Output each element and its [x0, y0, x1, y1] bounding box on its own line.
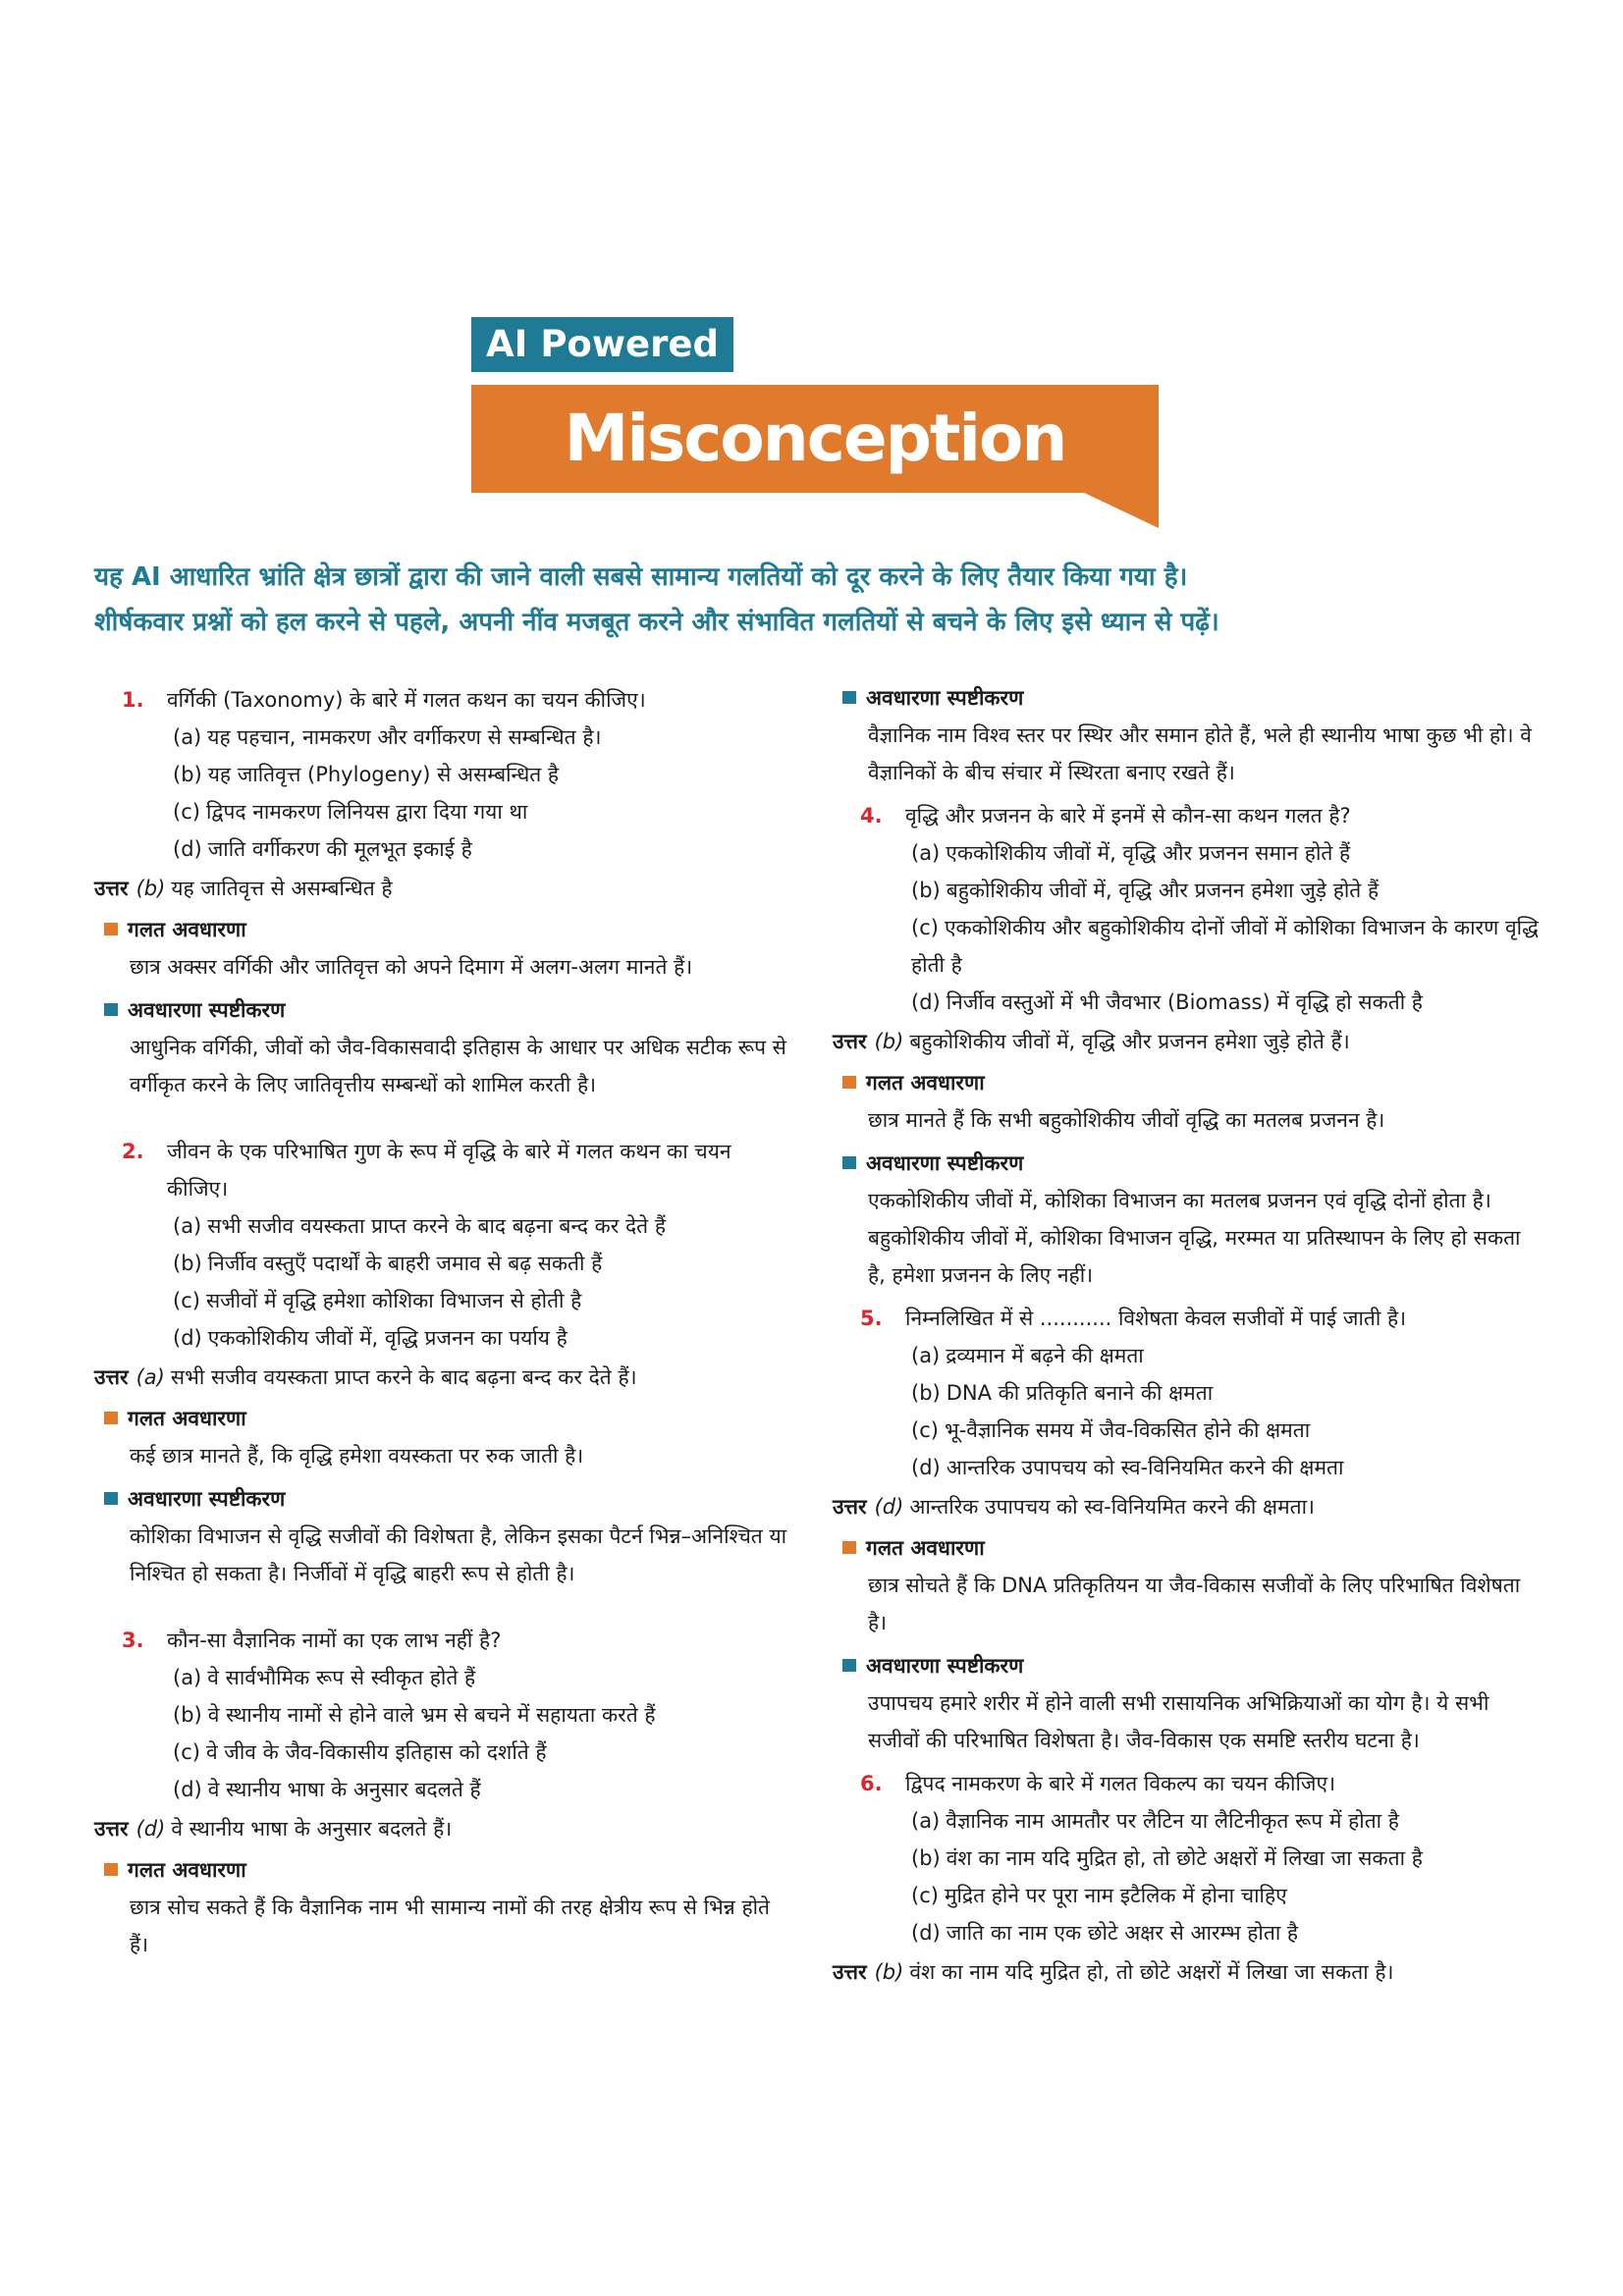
option-letter: (a) — [173, 725, 202, 749]
misconception-text: छात्र सोचते हैं कि DNA प्रतिकृतियन या जैव-विकास सजीवों के लिए परिभाषित विशेषता है। — [868, 1574, 1521, 1634]
heading-label: गलत अवधारणा — [866, 1536, 985, 1560]
title-banner — [471, 385, 1159, 584]
clarification-text: वैज्ञानिक नाम विश्व स्तर पर स्थिर और समान होते हैं, भले ही स्थानीय भाषा कुछ भी हो। वे वैज्ञानिकों के बीच संचार में स्थिरता बनाए रखते हैं। — [868, 723, 1532, 784]
bookmark-icon — [104, 1863, 118, 1876]
option-text: DNA की प्रतिकृति बनाने की क्षमता — [946, 1381, 1214, 1405]
question-2 — [94, 1133, 791, 1207]
left-column — [94, 675, 791, 1969]
option-text: द्रव्यमान में बढ़ने की क्षमता — [946, 1344, 1144, 1367]
option-letter: (d) — [911, 1456, 941, 1479]
option-text: भू-वैज्ञानिक समय में जैव-विकसित होने की क्षमता — [944, 1418, 1311, 1442]
answer-text: बहुकोशिकीय जीवों में, वृद्धि और प्रजनन हमेशा जुड़े होते हैं। — [909, 1030, 1350, 1053]
option-text: यह पहचान, नामकरण और वर्गीकरण से सम्बन्धित है। — [207, 725, 602, 749]
clarification-heading — [833, 1145, 1540, 1182]
answer-text: वे स्थानीय भाषा के अनुसार बदलते हैं। — [171, 1817, 453, 1841]
option-b — [833, 1374, 1540, 1412]
clarification-heading — [94, 991, 791, 1029]
answer-2 — [94, 1359, 791, 1396]
option-text: आन्तरिक उपापचय को स्व-विनियमित करने की क्षमता — [946, 1456, 1344, 1479]
answer-label: उत्तर — [94, 1365, 129, 1389]
question-text: जीवन के एक परिभाषित गुण के रूप में वृद्धि के बारे में गलत कथन का चयन कीजिए। — [167, 1140, 731, 1201]
heading-label: अवधारणा स्पष्टीकरण — [866, 1151, 1024, 1175]
option-a — [94, 1207, 791, 1245]
heading-label: अवधारणा स्पष्टीकरण — [128, 998, 286, 1022]
option-letter: (b) — [911, 1381, 941, 1405]
heading-label: गलत अवधारणा — [866, 1071, 985, 1095]
option-c — [833, 909, 1540, 984]
option-letter: (c) — [911, 1418, 939, 1442]
answer-label: उत्तर — [833, 1495, 867, 1519]
answer-1 — [94, 870, 791, 907]
question-3 — [94, 1622, 791, 1659]
heading-label: अवधारणा स्पष्टीकरण — [866, 686, 1024, 710]
misconception-heading — [94, 1400, 791, 1437]
misconception-heading — [94, 911, 791, 948]
bookmark-icon — [842, 1076, 856, 1089]
misconception-heading — [94, 1851, 791, 1889]
intro-text — [94, 555, 1547, 645]
option-text: वे सार्वभौमिक रूप से स्वीकृत होते हैं — [207, 1666, 476, 1689]
option-d — [94, 830, 791, 868]
clarification-text: आधुनिक वर्गिकी, जीवों को जैव-विकासवादी इतिहास के आधार पर अधिक सटीक रूप से वर्गीकृत करने के लिए जातिवृत्तीय सम्बन्धों को शामिल करती है। — [130, 1036, 786, 1096]
misconception-text: छात्र सोच सकते हैं कि वैज्ञानिक नाम भी सामान्य नामों की तरह क्षेत्रीय रूप से भिन्न होते हैं। — [130, 1896, 771, 1956]
question-6 — [833, 1765, 1540, 1802]
option-text: वे स्थानीय नामों से होने वाले भ्रम से बचने में सहायता करते हैं — [207, 1703, 656, 1727]
answer-text: वंश का नाम यदि मुद्रित हो, तो छोटे अक्षरों में लिखा जा सकता है। — [909, 1960, 1394, 1984]
banner-tail — [1080, 491, 1159, 528]
misconception-text: कई छात्र मानते हैं, कि वृद्धि हमेशा वयस्कता पर रुक जाती है। — [130, 1444, 584, 1468]
option-letter: (c) — [173, 1289, 200, 1312]
option-b — [94, 1696, 791, 1734]
option-b — [94, 1245, 791, 1282]
option-b — [94, 756, 791, 793]
option-letter: (d) — [911, 1921, 941, 1945]
question-number: 5. — [860, 1307, 883, 1330]
option-letter: (b) — [911, 1846, 941, 1870]
option-d — [94, 1319, 791, 1357]
answer-6 — [833, 1953, 1540, 1991]
option-letter: (d) — [173, 837, 202, 861]
bookmark-icon — [104, 1492, 118, 1505]
answer-label: उत्तर — [833, 1960, 867, 1984]
option-c — [94, 1282, 791, 1319]
bookmark-icon — [842, 691, 856, 704]
misconception-heading — [833, 1064, 1540, 1101]
heading-label: अवधारणा स्पष्टीकरण — [866, 1654, 1024, 1678]
option-a — [94, 1659, 791, 1696]
question-4 — [833, 797, 1540, 834]
option-text: वे जीव के जैव-विकासीय इतिहास को दर्शाते हैं — [205, 1740, 547, 1764]
option-letter: (b) — [173, 1703, 202, 1727]
option-text: सजीवों में वृद्धि हमेशा कोशिका विभाजन से होती है — [205, 1289, 582, 1312]
option-letter: (b) — [911, 879, 941, 902]
option-text: निर्जीव वस्तुओं में भी जैवभार (Biomass) में वृद्धि हो सकती है — [946, 990, 1423, 1014]
intro-line-2: शीर्षकवार प्रश्नों को हल करने से पहले, अपनी नींव मजबूत करने और संभावित गलतियों से बचने के लिए इसे ध्यान से पढ़ें। — [94, 608, 1219, 637]
question-text: वृद्धि और प्रजनन के बारे में इनमें से कौन-सा कथन गलत है? — [905, 804, 1351, 828]
question-5 — [833, 1300, 1540, 1337]
option-c — [833, 1877, 1540, 1914]
heading-label: अवधारणा स्पष्टीकरण — [128, 1487, 286, 1511]
option-letter: (d) — [173, 1778, 202, 1801]
option-letter: (a) — [173, 1214, 202, 1238]
answer-4 — [833, 1023, 1540, 1060]
option-text: एककोशिकीय जीवों में, वृद्धि और प्रजनन समान होते हैं — [946, 841, 1351, 865]
question-text: कौन-सा वैज्ञानिक नामों का एक लाभ नहीं है? — [167, 1629, 502, 1652]
option-c — [833, 1412, 1540, 1449]
answer-label: उत्तर — [94, 1817, 129, 1841]
misconception-heading — [833, 1529, 1540, 1567]
option-d — [833, 1914, 1540, 1951]
option-letter: (a) — [173, 1666, 202, 1689]
answer-5 — [833, 1488, 1540, 1525]
answer-letter: (a) — [135, 1365, 165, 1389]
option-c — [94, 793, 791, 830]
question-number: 4. — [860, 804, 883, 828]
option-b — [833, 872, 1540, 909]
option-letter: (b) — [173, 1252, 202, 1275]
answer-text: आन्तरिक उपापचय को स्व-विनियमित करने की क्षमता। — [909, 1495, 1316, 1519]
clarification-heading — [833, 679, 1540, 717]
clarification-text: कोशिका विभाजन से वृद्धि सजीवों की विशेषता है, लेकिन इसका पैटर्न भिन्न–अनिश्चित या निश्चित हो सकता है। निर्जीवों में वृद्धि बाहरी रूप से होती है। — [130, 1524, 787, 1585]
right-column — [833, 675, 1540, 1995]
bookmark-icon — [104, 923, 118, 935]
answer-letter: (b) — [135, 877, 166, 900]
option-letter: (a) — [911, 841, 941, 865]
question-1 — [94, 681, 791, 719]
misconception-text: छात्र मानते हैं कि सभी बहुकोशिकीय जीवों वृद्धि का मतलब प्रजनन है। — [868, 1108, 1385, 1132]
question-number: 1. — [122, 688, 144, 712]
option-letter: (d) — [173, 1326, 202, 1350]
option-text: निर्जीव वस्तुएँ पदार्थों के बाहरी जमाव से बढ़ सकती हैं — [207, 1252, 603, 1275]
option-d — [94, 1771, 791, 1808]
question-text: द्विपद नामकरण के बारे में गलत विकल्प का चयन कीजिए। — [905, 1772, 1336, 1795]
bookmark-icon — [104, 1412, 118, 1424]
option-a — [833, 1802, 1540, 1840]
heading-label: गलत अवधारणा — [128, 918, 246, 941]
clarification-heading — [833, 1647, 1540, 1684]
answer-label: उत्तर — [833, 1030, 867, 1053]
clarification-text: एककोशिकीय जीवों में, कोशिका विभाजन का मतलब प्रजनन एवं वृद्धि दोनों होता है। बहुकोशिकीय जीवों में, कोशिका विभाजन वृद्धि, मरम्मत या प्रतिस्थापन के लिए हो सकता है, हमेशा प्रजनन के लिए नहीं। — [868, 1189, 1521, 1287]
option-text: सभी सजीव वयस्कता प्राप्त करने के बाद बढ़ना बन्द कर देते हैं — [207, 1214, 666, 1238]
option-text: जाति वर्गीकरण की मूलभूत इकाई है — [207, 837, 472, 861]
option-d — [833, 1449, 1540, 1486]
page-title: Misconception Zone — [564, 400, 1066, 584]
bookmark-icon — [842, 1541, 856, 1554]
answer-label: उत्तर — [94, 877, 129, 900]
bookmark-icon — [842, 1156, 856, 1169]
option-letter: (c) — [173, 800, 200, 824]
option-letter: (c) — [173, 1740, 200, 1764]
option-text: यह जातिवृत्त (Phylogeny) से असम्बन्धित है — [207, 763, 560, 786]
option-text: वंश का नाम यदि मुद्रित हो, तो छोटे अक्षरों में लिखा जा सकता है — [946, 1846, 1423, 1870]
bookmark-icon — [104, 1003, 118, 1016]
answer-text: यह जातिवृत्त से असम्बन्धित है — [171, 877, 393, 900]
misconception-text: छात्र अक्सर वर्गिकी और जातिवृत्त को अपने दिमाग में अलग-अलग मानते हैं। — [130, 955, 693, 979]
option-text: द्विपद नामकरण लिनियस द्वारा दिया गया था — [205, 800, 528, 824]
question-text: निम्नलिखित में से ........... विशेषता केवल सजीवों में पाई जाती है। — [905, 1307, 1407, 1330]
option-letter: (b) — [173, 763, 202, 786]
option-letter: (d) — [911, 990, 941, 1014]
answer-text: सभी सजीव वयस्कता प्राप्त करने के बाद बढ़ना बन्द कर देते हैं। — [170, 1365, 637, 1389]
option-text: एककोशिकीय और बहुकोशिकीय दोनों जीवों में कोशिका विभाजन के कारण वृद्धि होती है — [911, 916, 1539, 977]
answer-3 — [94, 1810, 791, 1847]
intro-line-1: यह AI आधारित भ्रांति क्षेत्र छात्रों द्वारा की जाने वाली सबसे सामान्य गलतियों को दूर करने के लिए तैयार किया गया है। — [94, 562, 1188, 592]
option-a — [833, 1337, 1540, 1374]
option-letter: (c) — [911, 916, 939, 939]
option-text: वैज्ञानिक नाम आमतौर पर लैटिन या लैटिनीकृत रूप में होता है — [946, 1809, 1399, 1833]
option-a — [94, 719, 791, 756]
option-text: जाति का नाम एक छोटे अक्षर से आरम्भ होता है — [946, 1921, 1299, 1945]
option-text: मुद्रित होने पर पूरा नाम इटैलिक में होना चाहिए — [944, 1884, 1287, 1907]
question-number: 2. — [122, 1140, 144, 1163]
question-text: वर्गिकी (Taxonomy) के बारे में गलत कथन का चयन कीजिए। — [167, 688, 646, 712]
option-d — [833, 984, 1540, 1021]
option-letter: (a) — [911, 1344, 941, 1367]
bookmark-icon — [842, 1659, 856, 1672]
question-number: 3. — [122, 1629, 144, 1652]
heading-label: गलत अवधारणा — [128, 1858, 246, 1882]
option-letter: (a) — [911, 1809, 941, 1833]
option-a — [833, 834, 1540, 872]
option-text: बहुकोशिकीय जीवों में, वृद्धि और प्रजनन हमेशा जुड़े होते हैं — [946, 879, 1380, 902]
answer-letter: (b) — [874, 1960, 904, 1984]
answer-letter: (b) — [874, 1030, 904, 1053]
option-c — [94, 1734, 791, 1771]
heading-label: गलत अवधारणा — [128, 1407, 246, 1430]
answer-letter: (d) — [135, 1817, 166, 1841]
ai-powered-tag: AI Powered — [471, 317, 733, 372]
option-b — [833, 1840, 1540, 1877]
option-letter: (c) — [911, 1884, 939, 1907]
clarification-heading — [94, 1480, 791, 1518]
clarification-text: उपापचय हमारे शरीर में होने वाली सभी रासायनिक अभिक्रियाओं का योग है। ये सभी सजीवों की परिभाषित विशेषता है। जैव-विकास एक समष्टि स्तरीय घटना है। — [868, 1691, 1489, 1752]
question-number: 6. — [860, 1772, 883, 1795]
option-text: वे स्थानीय भाषा के अनुसार बदलते हैं — [207, 1778, 481, 1801]
answer-letter: (d) — [874, 1495, 904, 1519]
option-text: एककोशिकीय जीवों में, वृद्धि प्रजनन का पर्याय है — [207, 1326, 568, 1350]
